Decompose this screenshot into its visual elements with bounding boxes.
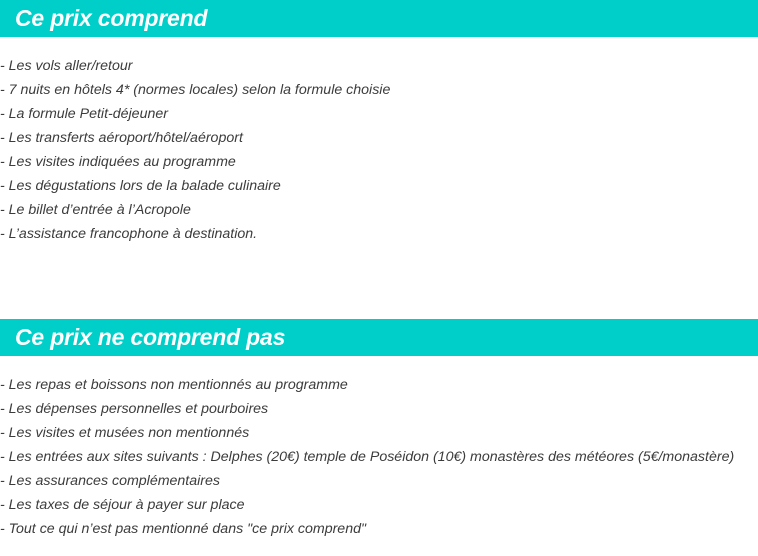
price-excludes-banner [0, 319, 758, 356]
price-includes-banner [0, 0, 758, 37]
list-item: - Les entrées aux sites suivants : Delphes (20€) temple de Poséidon (10€) monastères des météores (5€/monastère) [0, 449, 735, 465]
list-item: - Tout ce qui n’est pas mentionné dans "ce prix comprend" [0, 521, 367, 537]
price-includes-list [0, 37, 758, 246]
list-item: - Les visites indiquées au programme [0, 154, 236, 170]
list-item: - Les dépenses personnelles et pourboires [0, 401, 269, 417]
price-excludes-section [0, 319, 758, 541]
list-item: - Les vols aller/retour [0, 58, 133, 74]
list-item: - Les visites et musées non mentionnés [0, 425, 250, 441]
list-item: - L’assistance francophone à destination. [0, 226, 258, 242]
list-item: - 7 nuits en hôtels 4* (normes locales) selon la formule choisie [0, 82, 391, 98]
list-item: - Les repas et boissons non mentionnés au programme [0, 377, 348, 393]
price-excludes-list [0, 356, 758, 541]
price-includes-title: Ce prix comprend [15, 4, 208, 31]
price-excludes-title: Ce prix ne comprend pas [15, 323, 286, 350]
list-item: - Les dégustations lors de la balade culinaire [0, 178, 281, 194]
list-item: - Les assurances complémentaires [0, 473, 221, 489]
list-item: - Le billet d’entrée à l’Acropole [0, 202, 191, 218]
price-includes-section [0, 0, 758, 246]
list-item: - Les taxes de séjour à payer sur place [0, 497, 245, 513]
list-item: - La formule Petit-déjeuner [0, 106, 168, 122]
list-item: - Les transferts aéroport/hôtel/aéroport [0, 130, 243, 146]
